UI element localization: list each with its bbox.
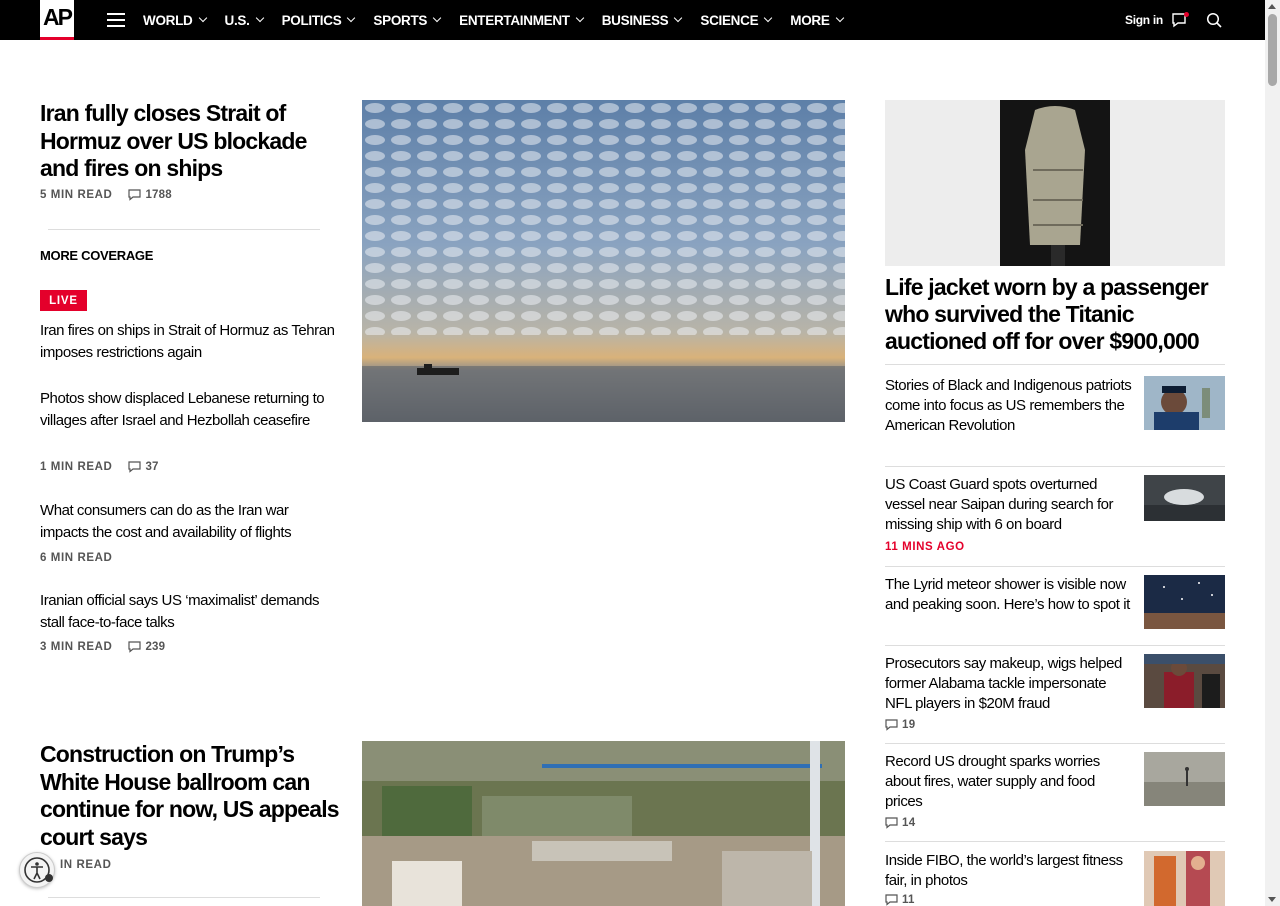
scroll-up-arrow[interactable]: [1268, 4, 1276, 9]
right-story[interactable]: Inside FIBO, the world’s largest fitness fair, in photos: [885, 852, 1123, 889]
divider: [885, 364, 1225, 365]
live-badge: LIVE: [40, 290, 87, 311]
comment-icon: [128, 461, 141, 473]
divider: [885, 645, 1225, 646]
divider: [885, 466, 1225, 467]
right-story[interactable]: Prosecutors say makeup, wigs helped former Alabama tackle impersonate NFL players in $20M fraud: [885, 655, 1122, 712]
comment-icon: [128, 641, 141, 653]
nav-item-us[interactable]: U.S.: [225, 13, 263, 28]
read-time: 1 MIN READ: [40, 461, 113, 473]
right-story[interactable]: Stories of Black and Indigenous patriots come into focus as US remembers the American Revolution: [885, 377, 1132, 434]
chevron-down-icon: [255, 14, 263, 22]
scroll-down-arrow[interactable]: [1268, 897, 1276, 902]
read-time: IN READ: [60, 859, 112, 871]
coverage-item[interactable]: Iranian official says US ‘maximalist’ demands stall face-to-face talks: [40, 592, 320, 631]
comment-icon: [885, 817, 898, 829]
divider: [885, 743, 1225, 744]
comment-count[interactable]: 1788: [128, 189, 171, 201]
nav-item-entertainment[interactable]: ENTERTAINMENT: [459, 13, 583, 28]
chevron-down-icon: [835, 14, 843, 22]
search-icon[interactable]: [1206, 12, 1222, 28]
story-thumbnail[interactable]: [1144, 654, 1225, 708]
nav-item-more[interactable]: MORE: [790, 13, 842, 28]
story-thumbnail[interactable]: [1144, 752, 1225, 806]
construction-site-image: [362, 741, 845, 906]
second-headline[interactable]: Construction on Trump’s White House ballroom can continue for now, US appeals court says: [40, 741, 339, 850]
vertical-scrollbar[interactable]: [1265, 0, 1280, 906]
hamburger-icon[interactable]: [107, 13, 125, 27]
nav-item-politics[interactable]: POLITICS: [282, 13, 355, 28]
comment-count[interactable]: 19: [885, 719, 915, 731]
nav-item-sports[interactable]: SPORTS: [373, 13, 440, 28]
chat-bubble-icon[interactable]: [1171, 12, 1189, 28]
top-navigation-bar: [0, 0, 1265, 40]
story-thumbnail[interactable]: [1144, 376, 1225, 430]
coverage-item[interactable]: Photos show displaced Lebanese returning to villages after Israel and Hezbollah ceasefire: [40, 390, 325, 429]
accessibility-icon: [20, 853, 56, 889]
chevron-down-icon: [347, 14, 355, 22]
comment-icon: [885, 894, 898, 906]
more-coverage-label: MORE COVERAGE: [40, 248, 154, 263]
right-story[interactable]: US Coast Guard spots overturned vessel near Saipan during search for missing ship with 6 on board: [885, 476, 1114, 533]
ballroom-construction-photo[interactable]: [362, 741, 845, 906]
right-story[interactable]: Record US drought sparks worries about fires, water supply and food prices: [885, 753, 1100, 810]
comment-count[interactable]: 37: [128, 461, 158, 473]
coverage-meta: [40, 641, 165, 653]
coverage-item[interactable]: Iran fires on ships in Strait of Hormuz as Tehran imposes restrictions again: [40, 322, 335, 361]
read-time: 3 MIN READ: [40, 641, 113, 653]
timestamp: 11 MINS AGO: [885, 541, 965, 553]
nav-item-science[interactable]: SCIENCE: [700, 13, 771, 28]
scroll-thumb[interactable]: [1268, 14, 1277, 86]
comment-count[interactable]: 11: [885, 894, 915, 906]
coverage-meta: [40, 461, 159, 473]
sky-sunset-image: [362, 100, 845, 422]
nav-item-world[interactable]: WORLD: [143, 13, 206, 28]
story-thumbnail[interactable]: [1144, 851, 1225, 906]
chevron-down-icon: [764, 14, 772, 22]
divider: [885, 841, 1225, 842]
main-nav: [143, 0, 862, 40]
chevron-down-icon: [575, 14, 583, 22]
chevron-down-icon: [674, 14, 682, 22]
chevron-down-icon: [433, 14, 441, 22]
sign-in-link[interactable]: Sign in: [1125, 13, 1163, 27]
comment-icon: [128, 189, 141, 201]
nav-item-business[interactable]: BUSINESS: [602, 13, 682, 28]
divider: [48, 229, 320, 230]
comment-count[interactable]: 14: [885, 817, 915, 829]
coverage-meta: [40, 552, 112, 564]
lead-meta: [40, 189, 172, 201]
comment-icon: [885, 719, 898, 731]
life-jacket-photo[interactable]: [885, 100, 1225, 266]
divider: [48, 897, 320, 898]
story-thumbnail[interactable]: [1144, 475, 1225, 521]
read-time: 5 MIN READ: [40, 189, 113, 201]
feature-headline[interactable]: Life jacket worn by a passenger who survived the Titanic auctioned off for over $900,000: [885, 274, 1208, 354]
lead-headline[interactable]: Iran fully closes Strait of Hormuz over US blockade and fires on ships: [40, 100, 307, 181]
chevron-down-icon: [198, 14, 206, 22]
read-time: 6 MIN READ: [40, 552, 113, 564]
divider: [885, 566, 1225, 567]
lead-photo[interactable]: [362, 100, 845, 422]
story-thumbnail[interactable]: [1144, 575, 1225, 629]
ap-logo[interactable]: [40, 0, 74, 40]
accessibility-button[interactable]: [19, 852, 55, 888]
comment-count[interactable]: 239: [128, 641, 165, 653]
coverage-item[interactable]: What consumers can do as the Iran war impacts the cost and availability of flights: [40, 502, 292, 541]
life-jacket-image: [885, 100, 1225, 266]
logo-text: AP: [43, 4, 71, 30]
right-story[interactable]: The Lyrid meteor shower is visible now and peaking soon. Here’s how to spot it: [885, 576, 1130, 613]
